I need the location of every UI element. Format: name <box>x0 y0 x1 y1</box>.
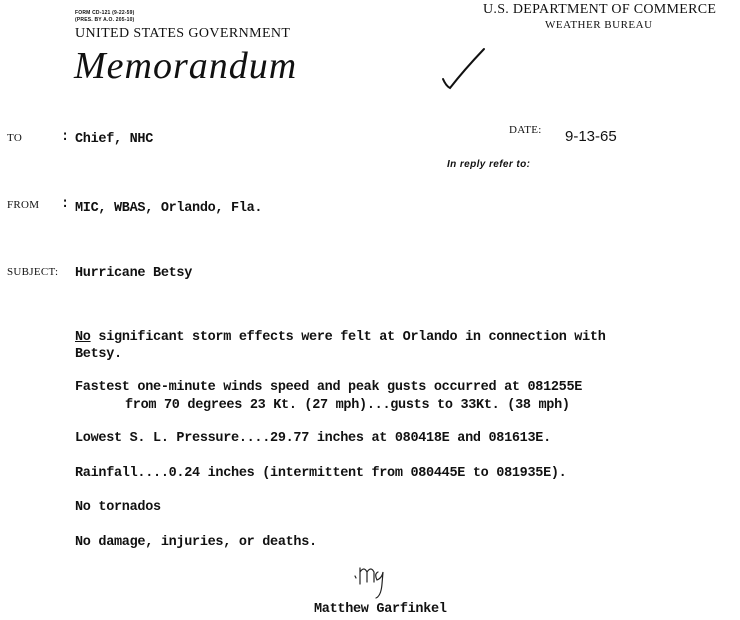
subject-value: Hurricane Betsy <box>75 266 193 281</box>
department-heading: U.S. DEPARTMENT OF COMMERCE <box>483 2 717 17</box>
to-colon: : <box>61 130 69 145</box>
bureau-heading: WEATHER BUREAU <box>545 19 653 31</box>
form-authority: (PRES. BY A.O. 205-10) <box>75 17 135 23</box>
from-label: FROM <box>7 199 40 211</box>
paragraph-storm-effects <box>75 330 606 345</box>
paragraph-winds-line2: from 70 degrees 23 Kt. (27 mph)...gusts to 33Kt. (38 mph) <box>125 398 570 413</box>
paragraph-damage: No damage, injuries, or deaths. <box>75 535 317 550</box>
emphasis-no: No <box>75 330 91 345</box>
to-label: TO <box>7 132 23 144</box>
paragraph-tornados: No tornados <box>75 500 161 515</box>
date-value: 9-13-65 <box>565 128 617 145</box>
paragraph-pressure: Lowest S. L. Pressure....29.77 inches at 080418E and 081613E. <box>75 431 551 446</box>
check-mark-icon <box>440 46 490 92</box>
from-colon: : <box>61 197 69 212</box>
government-heading: UNITED STATES GOVERNMENT <box>75 26 291 41</box>
storm-effects-text: significant storm effects were felt at Orlando in connection with <box>90 330 606 345</box>
reply-refer-label: In reply refer to: <box>447 159 531 170</box>
subject-label: SUBJECT: <box>7 266 59 278</box>
from-value: MIC, WBAS, Orlando, Fla. <box>75 201 263 216</box>
paragraph-storm-effects-cont: Betsy. <box>75 347 122 362</box>
handwritten-initials-signature <box>352 562 412 602</box>
signatory-name: Matthew Garfinkel <box>314 602 447 617</box>
form-number: FORM CD-121 (9-22-59) <box>75 10 135 16</box>
paragraph-winds-line1: Fastest one-minute winds speed and peak gusts occurred at 081255E <box>75 380 583 395</box>
to-value: Chief, NHC <box>75 132 154 147</box>
paragraph-rainfall: Rainfall....0.24 inches (intermittent from 080445E to 081935E). <box>75 466 567 481</box>
memorandum-title: Memorandum <box>74 45 298 87</box>
date-label: DATE: <box>509 124 542 136</box>
